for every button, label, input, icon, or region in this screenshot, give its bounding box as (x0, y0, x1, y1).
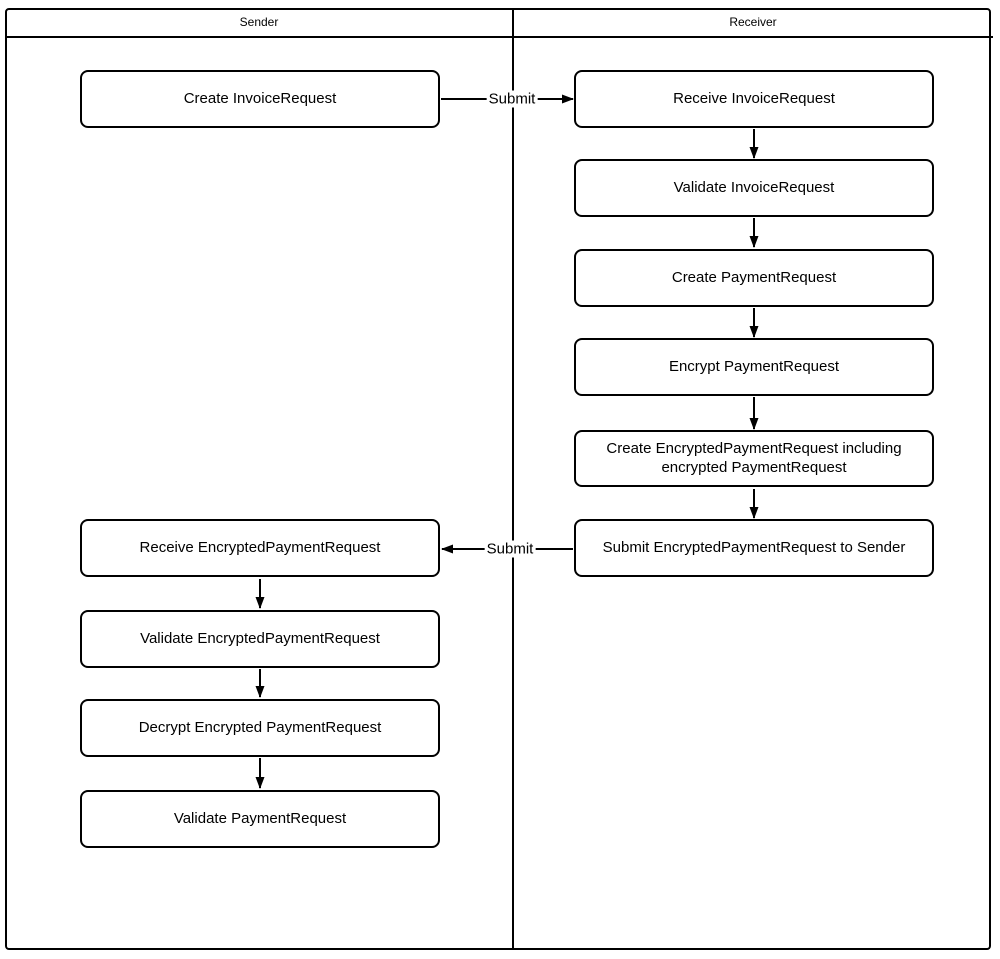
node-create-encryptedpaymentrequest-including (574, 430, 934, 487)
node-label: Decrypt Encrypted PaymentRequest (138, 718, 382, 736)
node-receive-encryptedpaymentrequest (80, 519, 440, 577)
node-label: Receive EncryptedPaymentRequest (139, 538, 381, 556)
node-label: Validate EncryptedPaymentRequest (140, 629, 380, 647)
lane-divider (512, 8, 514, 950)
node-label: Validate InvoiceRequest (673, 178, 835, 196)
lane-header-separator (5, 36, 993, 38)
node-label: Create EncryptedPaymentRequest including encrypted PaymentRequest (606, 439, 902, 476)
node-validate-encryptedpaymentrequest (80, 610, 440, 668)
node-submit-encryptedpaymentrequest-to-sender (574, 519, 934, 577)
node-label: Create InvoiceRequest (183, 89, 337, 107)
node-label: Encrypt PaymentRequest (668, 357, 840, 375)
lane-title-sender: Sender (239, 15, 279, 29)
node-encrypt-paymentrequest (574, 338, 934, 396)
node-create-paymentrequest (574, 249, 934, 307)
edge-label-submit-invoicerequest: Submit (488, 90, 536, 108)
node-receive-invoicerequest (574, 70, 934, 128)
node-label: Validate PaymentRequest (173, 809, 347, 827)
lane-title-receiver: Receiver (729, 15, 777, 29)
node-validate-invoicerequest (574, 159, 934, 217)
node-label: Submit EncryptedPaymentRequest to Sender (602, 538, 906, 556)
node-create-invoicerequest (80, 70, 440, 128)
edge-label-submit-encryptedpaymentrequest: Submit (486, 540, 534, 558)
node-decrypt-encrypted-paymentrequest (80, 699, 440, 757)
node-label: Receive InvoiceRequest (673, 89, 835, 107)
node-validate-paymentrequest (80, 790, 440, 848)
node-label: Create PaymentRequest (671, 268, 837, 286)
